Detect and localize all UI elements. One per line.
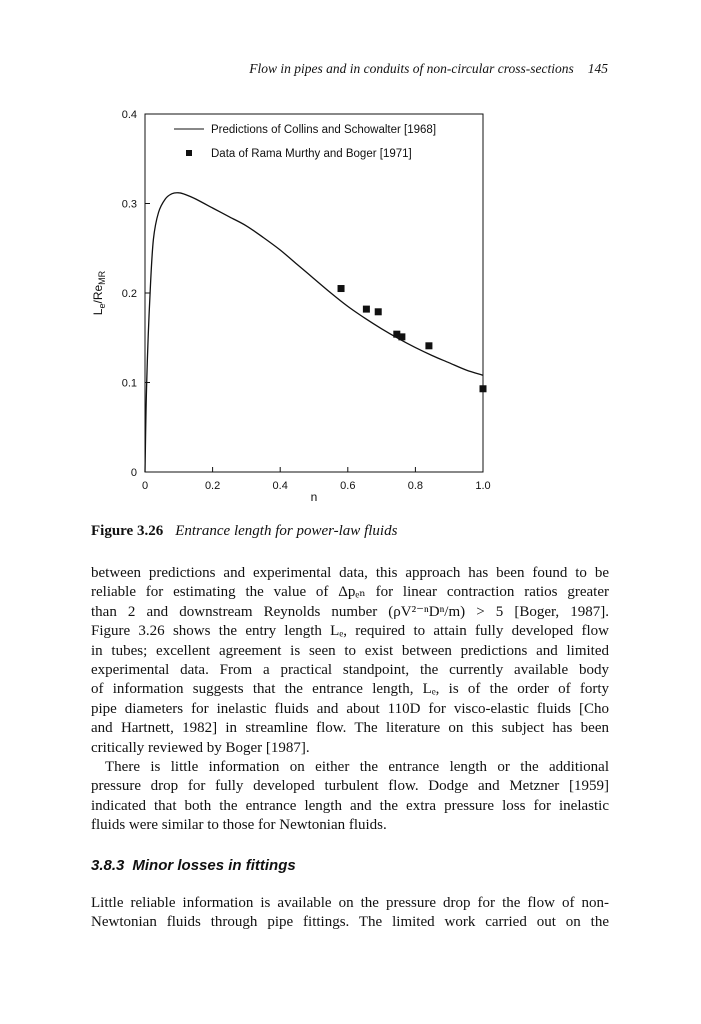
data-point (398, 333, 405, 340)
legend-label-predictions: Predictions of Collins and Schowalter [1968] (211, 124, 437, 136)
text-line: Little reliable information is available on the pressure drop for the flow of non- (91, 895, 609, 911)
x-tick-label: 0.4 (272, 480, 288, 492)
body-paragraph-2 (91, 758, 609, 836)
text-line: pressure drop for fully developed turbulent flow. Dodge and Metzner [1959] (91, 778, 609, 795)
figure-number: Figure 3.26 (91, 523, 164, 539)
running-head (0, 61, 608, 77)
y-tick-label: 0.1 (121, 377, 137, 390)
data-point (480, 385, 487, 392)
text-line: fluids were similar to those for Newtonian fluids. (91, 817, 387, 834)
section-number: 3.8.3 (91, 857, 125, 874)
running-title: Flow in pipes and in conduits of non-circular cross-sections (249, 61, 574, 76)
text-line: There is little information on either the entrance length or the additional (105, 759, 609, 775)
body-paragraph-1 (91, 564, 609, 758)
x-tick-label: 0.6 (340, 480, 356, 492)
legend-square-swatch (186, 150, 192, 156)
y-tick-label: 0.2 (121, 288, 137, 300)
section-title: Minor losses in fittings (132, 857, 296, 874)
text-line: reliable for estimating the value of Δpₑₙ for linear contraction ratios greater (91, 584, 609, 601)
page-number: 145 (587, 61, 608, 76)
text-line: between predictions and experimental data, this approach has been found to be (91, 565, 609, 581)
entrance-length-chart (0, 100, 701, 510)
y-axis-label: $L_e/Re_{MR}$ (91, 270, 107, 316)
figure-caption (91, 523, 397, 540)
text-line: than 2 and downstream Reynolds number (ρV²⁻ⁿDⁿ/m) > 5 [Boger, 1987]. (91, 603, 609, 620)
text-line: pipe diameters for inelastic fluids and about 110D for visco-elastic fluids [Cho (91, 700, 609, 717)
data-point (363, 306, 370, 313)
text-line: and Hartnett, 1982] in streamline flow. The literature on this subject has been (91, 720, 609, 737)
x-tick-label: 1.0 (475, 480, 491, 492)
legend (174, 124, 436, 160)
x-tick-label: 0.2 (204, 480, 221, 492)
data-point (338, 285, 345, 292)
legend-label-data: Data of Rama Murthy and Boger [1971] (211, 148, 412, 160)
text-line: indicated that both the entrance length and the extra pressure loss for inelastic (91, 797, 609, 814)
text-line: in tubes; excellent agreement is seen to exist between predictions and limited (91, 642, 609, 659)
x-axis (142, 467, 491, 492)
y-tick-label: 0.3 (121, 198, 137, 211)
text-line: Newtonian fluids through pipe fittings. The limited work carried out on the (91, 914, 609, 931)
body-paragraph-3 (91, 894, 609, 933)
data-points (338, 285, 487, 392)
section-heading (91, 857, 296, 874)
text-line: experimental data. From a practical standpoint, the currently available body (91, 662, 609, 679)
plot-frame (145, 114, 483, 472)
text-line: of information suggests that the entrance length, Lₑ, is of the order of forty (91, 681, 609, 698)
figure-caption-text: Entrance length for power-law fluids (175, 523, 398, 539)
prediction-curve (145, 193, 483, 472)
text-line: Figure 3.26 shows the entry length Lₑ, required to attain fully developed flow (91, 623, 609, 640)
data-point (375, 308, 382, 315)
data-point (425, 342, 432, 349)
y-tick-label: 0.4 (121, 109, 137, 121)
x-tick-label: 0.8 (407, 480, 424, 492)
x-tick-label: 0 (141, 480, 149, 492)
text-line: critically reviewed by Boger [1987]. (91, 739, 310, 756)
y-tick-label: 0 (130, 467, 137, 479)
x-axis-label: n (310, 490, 318, 504)
